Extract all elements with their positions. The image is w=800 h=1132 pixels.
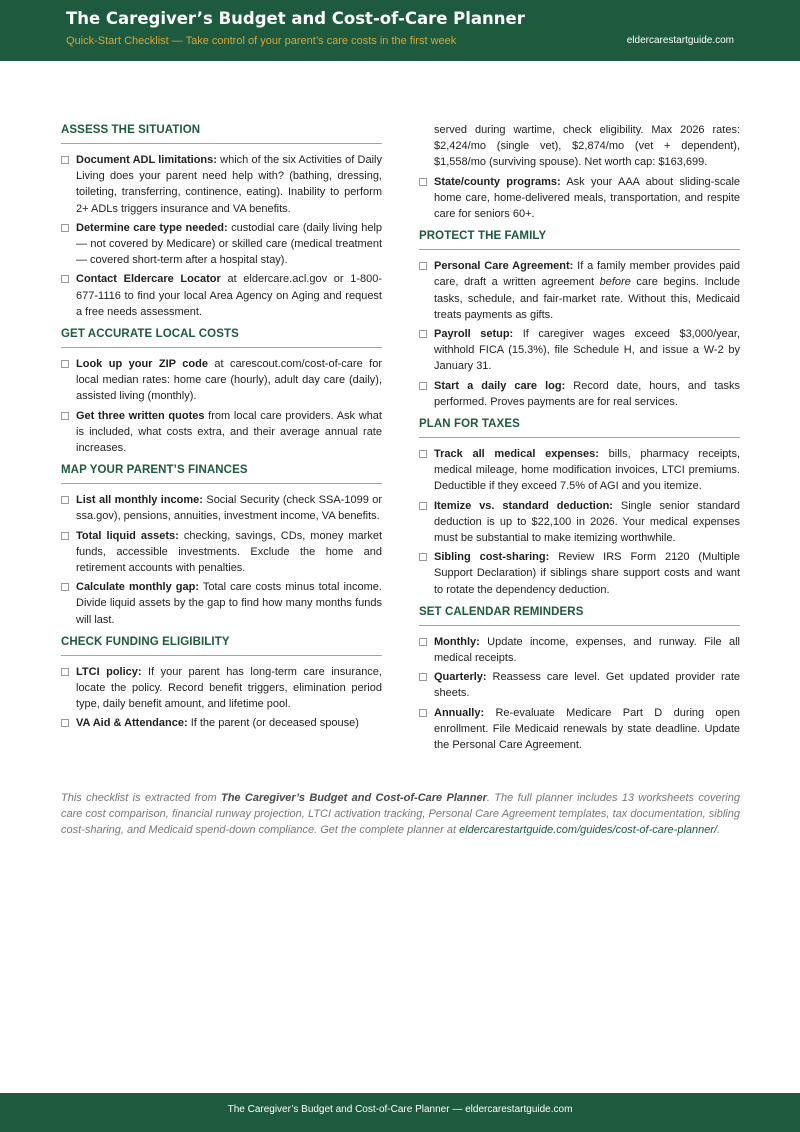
checkbox-icon[interactable] [61,156,69,164]
checklist-item [419,446,740,495]
section-title-taxes: PLAN FOR TAXES [419,418,740,438]
note-intro: This checklist is extracted from [61,792,221,804]
checkbox-icon[interactable] [419,673,427,681]
checklist-item [61,356,382,405]
checkbox-icon[interactable] [61,583,69,591]
checkbox-icon[interactable] [419,502,427,510]
item-text: from local care providers. Ask what is included, what costs extra, and their average annual rate increases. [76,409,382,455]
checklist-item [419,549,740,598]
item-lead: Sibling cost-sharing: [434,551,550,564]
item-text: Single senior standard deduction is up to $22,100 in 2026. Your medical expenses must be substantial to make itemizing worthwhile. [434,499,740,545]
item-text: Total care costs minus total income. Divide liquid assets by the gap to find how many months funds will last. [76,581,382,626]
item-text: Update income, expenses, and runway. File all medical receipts. [434,635,740,665]
checkbox-icon[interactable] [419,450,427,458]
item-lead: State/county programs: [434,175,561,188]
checkbox-icon[interactable] [419,330,427,338]
item-text: checking, savings, CDs, money market funds, accessible investments. Exclude the home and retirement accounts with penalties. [76,529,382,575]
item-text: bills, pharmacy receipts, medical mileage, home modification invoices, LTCI premiums. Deductible if they exceed 7.5% of AGI and you itemize. [434,448,740,493]
item-lead: Personal Care Agreement: [434,260,574,273]
checklist-item [419,174,740,223]
section-title-finances: MAP YOUR PARENT’S FINANCES [61,464,382,484]
checklist-item [419,634,740,666]
item-text: Social Security (check SSA-1099 or ssa.gov), pensions, annuities, investment income, VA benefits. [76,494,382,523]
promo-note [61,790,740,839]
header-url: eldercarestartguide.com [626,35,734,46]
footer-text: The Caregiver’s Budget and Cost-of-Care Planner — eldercarestartguide.com [227,1104,573,1115]
checklist-item [419,705,740,754]
item-text: If the parent (or deceased spouse) [187,717,359,730]
checkbox-icon[interactable] [61,532,69,540]
checkbox-icon[interactable] [61,719,69,727]
checklist-item [61,528,382,577]
item-lead: Track all medical expenses: [434,448,599,461]
item-text: which of the six Activities of Daily Living does your parent need help with? (bathing, dressing, toileting, transferring, continence, eating). Inability to perform 2+ ADLs triggers insurance and VA benefits. [76,154,383,215]
item-lead: LTCI policy: [76,665,142,678]
right-column [419,122,740,756]
note-body: . The full planner includes 13 worksheets covering care cost comparison, financial runway projection, LTCI activation tracking, Personal Care Agreement templates, tax documentation, sibling cost-sharing, and Medicaid spend-down compliance. Get the complete planner at [61,792,740,837]
checkbox-icon[interactable] [61,275,69,283]
section-title-family: PROTECT THE FAMILY [419,230,740,250]
checklist-item [61,664,382,713]
checkbox-icon[interactable] [419,709,427,717]
item-text: custodial care (daily living help — not covered by Medicare) or skilled care (medical treatment — covered short-term after a hospital stay). [76,221,382,267]
checkbox-icon[interactable] [61,360,69,368]
note-title: The Caregiver’s Budget and Cost-of-Care Planner [220,792,487,804]
checklist-item [419,669,740,701]
checkbox-icon[interactable] [61,224,69,232]
checklist-item [419,498,740,547]
item-lead: Start a daily care log: [434,379,566,392]
checkbox-icon[interactable] [419,178,427,186]
checklist-item [419,378,740,410]
item-lead: Contact Eldercare Locator [76,273,221,286]
section-title-funding: CHECK FUNDING ELIGIBILITY [61,636,382,656]
item-lead: VA Aid & Attendance: [76,717,188,730]
section-title-costs: GET ACCURATE LOCAL COSTS [61,328,382,348]
item-text: If a family member provides paid care, draft a written agreement [434,260,740,289]
item-text: Review IRS Form 2120 (Multiple Support Declaration) if siblings share support costs and want to rotate the dependency deduction. [434,551,740,596]
checkbox-icon[interactable] [419,262,427,270]
checklist-item [61,408,382,457]
left-column [61,122,382,735]
checkbox-icon[interactable] [61,668,69,676]
page-subtitle: Quick-Start Checklist — Take control of your parent’s care costs in the first week [66,35,457,47]
item-text: at eldercare.acl.gov or 1-800-677-1116 to find your local Area Agency on Aging and request a free needs assessment. [76,273,382,318]
item-lead: Monthly: [434,635,480,648]
item-lead: Total liquid assets: [76,529,179,542]
section-title-calendar: SET CALENDAR REMINDERS [419,606,740,626]
item-text: Reassess care level. Get updated provider rate sheets. [434,671,740,700]
checkbox-icon[interactable] [61,496,69,504]
item-lead: Itemize vs. standard deduction: [434,499,613,512]
checklist-item [419,326,740,375]
checklist-item [419,258,740,323]
page-header [0,0,800,61]
planner-link[interactable]: eldercarestartguide.com/guides/cost-of-care-planner/ [459,824,718,837]
item-lead: Payroll setup: [434,328,514,341]
item-lead: List all monthly income: [76,494,203,507]
item-text: Record date, hours, and tasks performed. Proves payments are for real services. [434,379,740,408]
item-text: Ask your AAA about sliding-scale home care, home-delivered meals, transportation, and respite care for seniors 60+. [434,175,741,221]
checklist-item [61,271,382,320]
item-lead: Get three written quotes [76,409,205,422]
checklist-item [61,220,382,269]
checkbox-icon[interactable] [419,553,427,561]
item-text: If your parent has long-term care insurance, locate the policy. Record benefit triggers, elimination period type, daily benefit amount, and lifetime pool. [76,665,382,711]
section-title-assess: ASSESS THE SITUATION [61,124,382,144]
item-continuation: served during wartime, check eligibility. Max 2026 rates: $2,424/mo (single vet), $2,874/mo (vet + dependent), $1,558/mo (surviving spouse). Net worth cap: $163,699. [434,124,740,169]
checklist-item [61,579,382,628]
item-text: at carescout.com/cost-of-care for local median rates: home care (hourly), adult day care (daily), assisted living (monthly). [76,358,382,403]
note-end: . [717,824,721,837]
item-lead: Look up your ZIP code [76,358,208,371]
item-lead: Annually: [434,706,485,719]
checklist-item [61,152,382,217]
page-title: The Caregiver’s Budget and Cost-of-Care Planner [66,9,525,28]
item-lead: Calculate monthly gap: [76,581,199,594]
item-lead: Determine care type needed: [76,221,228,234]
item-text: Re-evaluate Medicare Part D during open enrollment. File Medicaid renewals by state deadline. Update the Personal Care Agreement. [434,706,740,752]
item-lead: Quarterly: [434,671,487,684]
checklist-item [61,492,382,524]
checkbox-icon[interactable] [419,382,427,390]
item-text: care begins. Include tasks, schedule, and fair-market rate. Without this, Medicaid treats payments as gifts. [434,276,740,321]
checklist-item [61,715,382,731]
page-footer [0,1093,800,1132]
item-emphasis: before [599,276,631,289]
checkbox-icon[interactable] [419,638,427,646]
item-lead: Document ADL limitations: [76,154,217,166]
checkbox-icon[interactable] [61,412,69,420]
item-text: If caregiver wages exceed $3,000/year, withhold FICA (15.3%), file Schedule H, and issue a W-2 by January 31. [434,328,740,373]
